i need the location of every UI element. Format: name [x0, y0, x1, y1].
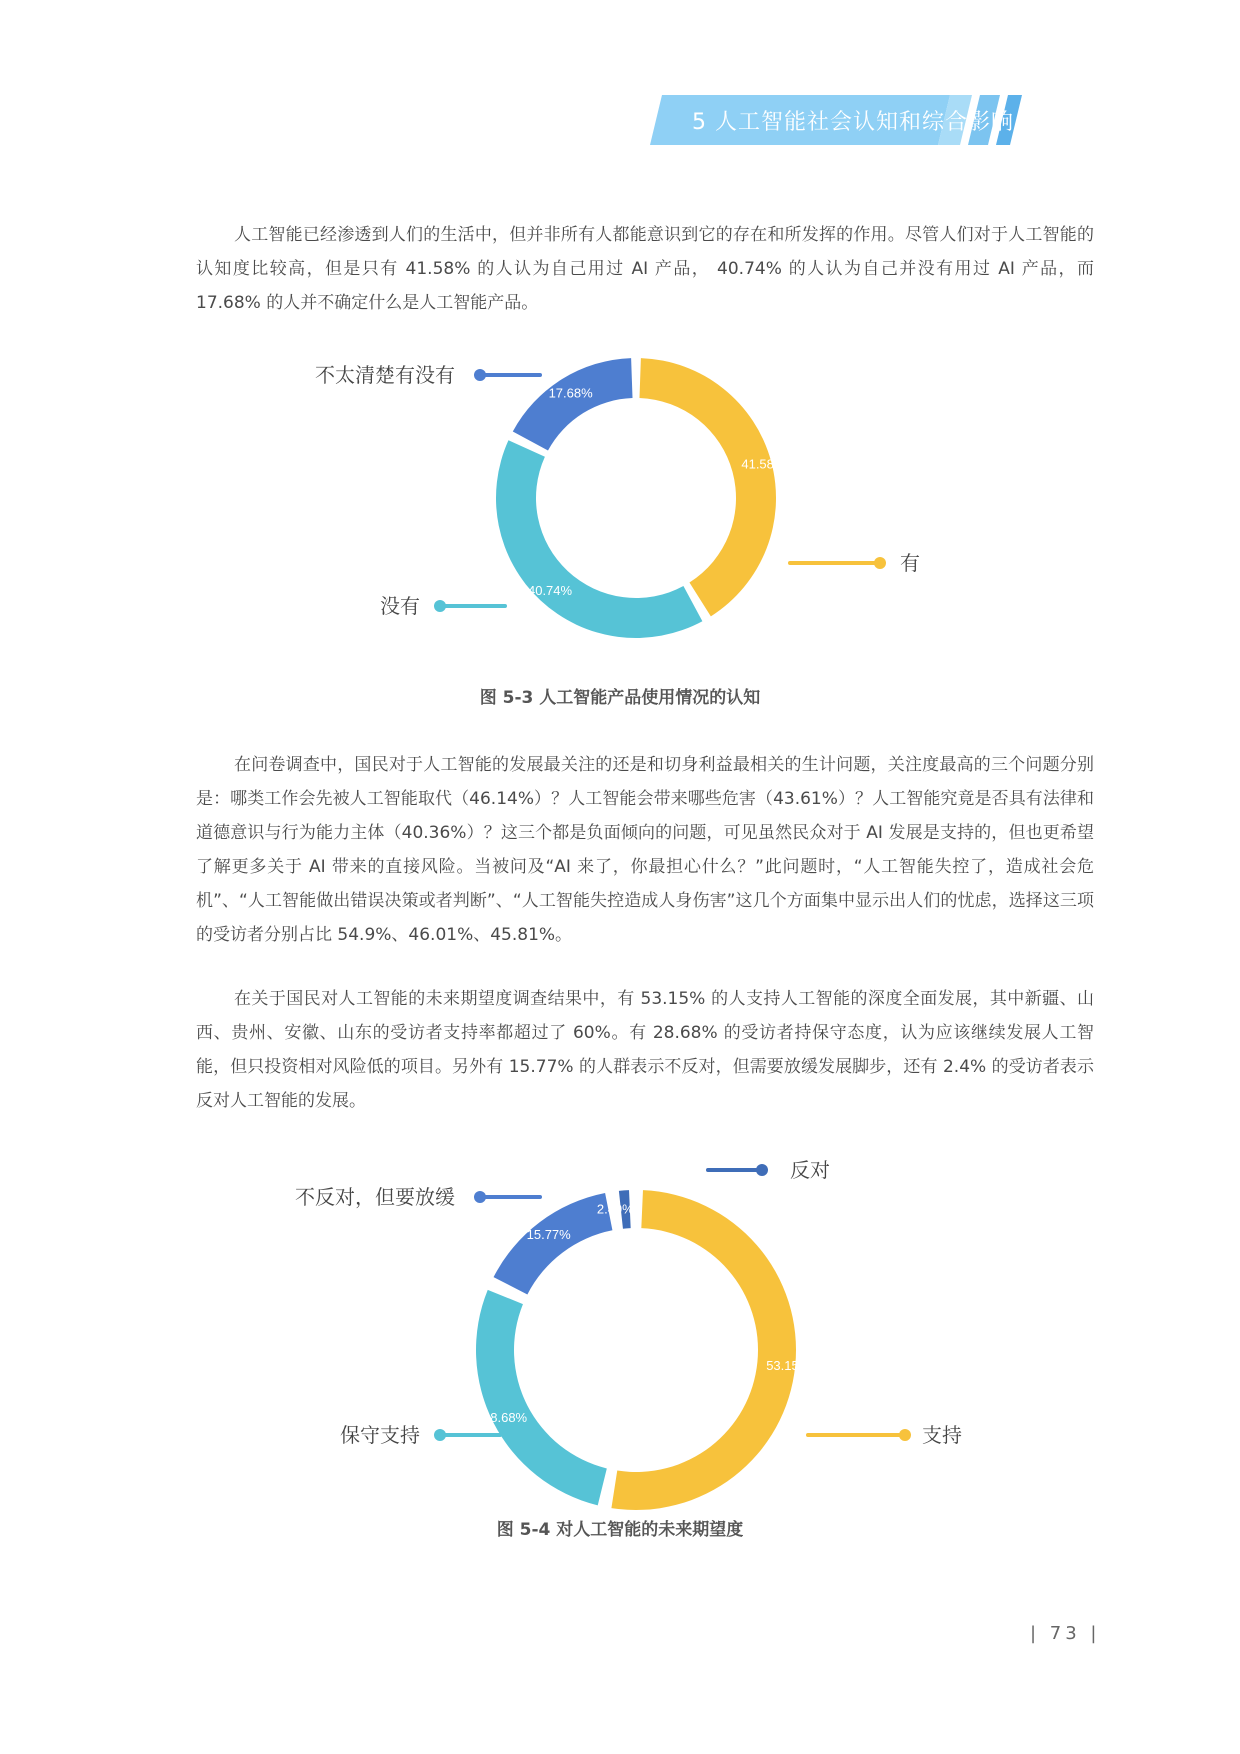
donut-slice-2 [513, 358, 633, 450]
paragraph-2: 在问卷调查中，国民对于人工智能的发展最关注的还是和切身利益最相关的生计问题，关注度最高的三个问题分别是：哪类工作会先被人工智能取代（46.14%）？人工智能会带来哪些危害（43.61%）？人工智能究竟是否具有法律和道德意识与行为能力主体（40.36%）？这三个都是负面倾向的问题，可见虽然民众对于 AI 发展是支持的，但也更希望了解更多关于 AI 带来的直接风险。当被问及“AI 来了，你最担心什么？”此问题时，“人工智能失控了，造成社会危机”、“人工智能做出错误决策或者判断”、“人工智能失控造成人身伤害”这几个方面集中显示出人们的忧虑，选择这三项的受访者分别占比 54.9%、46.01%、45.81%。 [196, 755, 1094, 945]
callout-dot-3 [756, 1164, 768, 1176]
slice-value-label-0: 53.15% [766, 1358, 811, 1374]
section-title: 5 人工智能社会认知和综合影响 [692, 110, 1014, 135]
legend-label-0: 有 [900, 551, 920, 575]
legend-label-2: 不反对，但要放缓 [295, 1185, 455, 1209]
section-header-banner [650, 95, 1050, 145]
callout-dot-2 [474, 369, 486, 381]
legend-label-2: 不太清楚有没有 [315, 363, 455, 387]
legend-label-3: 反对 [790, 1158, 830, 1182]
donut-slice-0 [611, 1190, 796, 1510]
slice-value-label-3: 2.40% [596, 1201, 634, 1217]
donut-slice-0 [639, 358, 776, 616]
donut-slice-2 [494, 1193, 613, 1294]
callout-dot-2 [474, 1191, 486, 1203]
callout-dot-1 [434, 600, 446, 612]
slice-value-label-2: 17.68% [548, 385, 593, 401]
callout-dot-0 [899, 1429, 911, 1441]
donut-chart-future-expectation [0, 1140, 1240, 1520]
slice-value-label-0: 41.58% [741, 456, 786, 472]
callout-dot-0 [874, 557, 886, 569]
legend-label-1: 保守支持 [340, 1423, 420, 1447]
slice-value-label-1: 40.74% [527, 583, 573, 599]
page-number: | 73 | [1030, 1623, 1101, 1644]
donut-slice-1 [476, 1290, 607, 1506]
donut-slice-1 [496, 440, 702, 638]
callout-dot-1 [434, 1429, 446, 1441]
figure-caption-5-4: 图 5-4 对人工智能的未来期望度 [496, 1520, 744, 1540]
slice-value-label-2: 15.77% [526, 1227, 571, 1243]
paragraph-1: 人工智能已经渗透到人们的生活中，但并非所有人都能意识到它的存在和所发挥的作用。尽管人们对于人工智能的认知度比较高，但是只有 41.58% 的人认为自己用过 AI 产品， 40.74% 的人认为自己并没有用过 AI 产品，而 17.68% 的人并不确定什么是人工智能产品。 [196, 225, 1094, 313]
slice-value-label-1: 28.68% [483, 1409, 528, 1425]
figure-caption-5-3: 图 5-3 人工智能产品使用情况的认知 [479, 688, 761, 708]
legend-label-0: 支持 [922, 1423, 962, 1447]
donut-chart-ai-product-usage [0, 335, 1240, 655]
legend-label-1: 没有 [380, 594, 420, 618]
paragraph-3: 在关于国民对人工智能的未来期望度调查结果中，有 53.15% 的人支持人工智能的深度全面发展，其中新疆、山西、贵州、安徽、山东的受访者支持率都超过了 60%。有 28.68% 的受访者持保守态度，认为应该继续发展人工智能，但只投资相对风险低的项目。另外有 15.77% 的人群表示不反对，但需要放缓发展脚步，还有 2.4% 的受访者表示反对人工智能的发展。 [196, 989, 1094, 1111]
